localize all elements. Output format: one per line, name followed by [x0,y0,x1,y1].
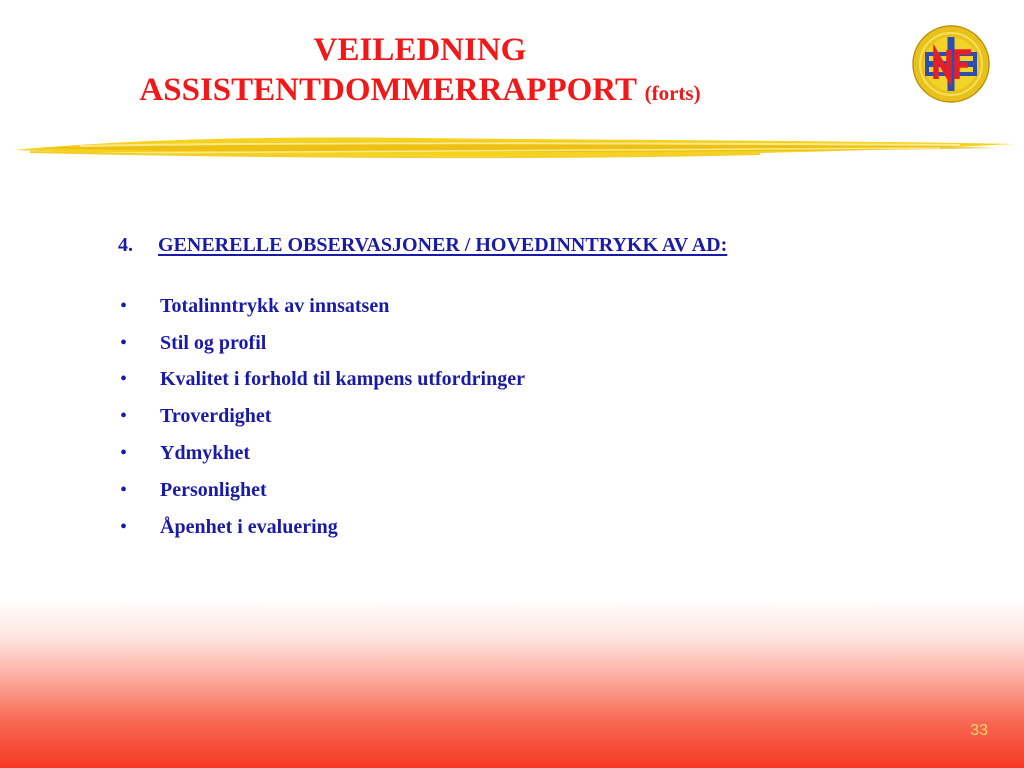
list-item [118,435,938,472]
bullet-icon: • [120,368,128,391]
list-item [118,398,938,435]
bullet-list [118,288,938,546]
list-item [118,325,938,362]
section-heading [118,230,938,260]
title-line-2 [100,70,740,110]
title-line-1: VEILEDNING [313,32,527,68]
title-main: ASSISTENTDOMMERRAPPORT [139,72,637,109]
title-suffix: (forts) [644,81,701,106]
bullet-text: Ydmykhet [160,442,251,465]
list-item [118,509,938,546]
list-item [118,472,938,509]
slide-title [100,30,740,111]
nff-logo-icon [911,24,991,104]
bullet-icon: • [120,405,128,428]
bullet-text: Kvalitet i forhold til kampens utfordringer [160,368,525,391]
yellow-brush-divider [0,126,1024,170]
bullet-icon: • [120,442,128,465]
bullet-icon: • [120,515,128,538]
section-number: 4. [118,233,133,256]
list-item [118,362,938,399]
bullet-icon: • [120,331,128,354]
bullet-text: Totalinntrykk av innsatsen [160,294,390,317]
slide-content [118,230,938,546]
bullet-text: Personlighet [160,478,267,501]
bullet-icon: • [120,294,128,317]
list-item [118,288,938,325]
bullet-text: Stil og profil [160,331,267,354]
page-number: 33 [970,722,988,739]
bullet-icon: • [120,478,128,501]
bullet-text: Åpenhet i evaluering [160,515,338,538]
bullet-text: Troverdighet [160,405,272,428]
section-heading-text: GENERELLE OBSERVASJONER / HOVEDINNTRYKK AV AD: [158,233,728,256]
